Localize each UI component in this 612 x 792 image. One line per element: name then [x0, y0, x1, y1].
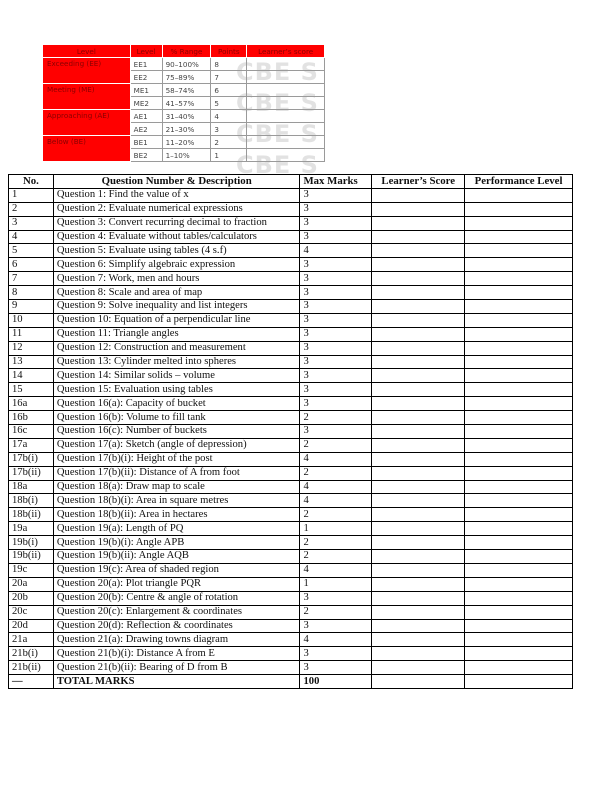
header-description: Question Number & Description [53, 175, 300, 189]
question-description: Question 20(c): Enlargement & coordinates [53, 605, 300, 619]
performance-level-cell[interactable] [465, 619, 573, 633]
rubric-level-label: Approaching (AE) [43, 110, 131, 136]
table-row [9, 633, 573, 647]
question-description: Question 21(b)(ii): Bearing of D from B [53, 661, 300, 675]
max-marks: 4 [300, 480, 372, 494]
question-number: 3 [9, 216, 54, 230]
performance-level-cell[interactable] [465, 313, 573, 327]
performance-level-cell[interactable] [465, 425, 573, 439]
rubric-points: 1 [211, 149, 247, 162]
table-row [9, 327, 573, 341]
rubric-learner-score-cell[interactable] [247, 84, 325, 97]
learner-score-cell[interactable] [372, 563, 465, 577]
question-number: 20d [9, 619, 54, 633]
rubric-row [43, 84, 325, 97]
learner-score-cell[interactable] [372, 244, 465, 258]
max-marks: 2 [300, 411, 372, 425]
question-description: Question 18(b)(ii): Area in hectares [53, 508, 300, 522]
question-number: 18b(i) [9, 494, 54, 508]
question-description: Question 16(b): Volume to fill tank [53, 411, 300, 425]
learner-score-cell[interactable] [372, 438, 465, 452]
learner-score-cell[interactable] [372, 480, 465, 494]
question-description: Question 6: Simplify algebraic expression [53, 258, 300, 272]
performance-level-cell[interactable] [465, 411, 573, 425]
table-row [9, 591, 573, 605]
question-description: Question 20(a): Plot triangle PQR [53, 577, 300, 591]
table-row [9, 550, 573, 564]
question-description: Question 15: Evaluation using tables [53, 383, 300, 397]
question-description: Question 19(a): Length of PQ [53, 522, 300, 536]
question-description: Question 20(b): Centre & angle of rotation [53, 591, 300, 605]
learner-score-cell[interactable] [372, 633, 465, 647]
rubric-level-label: Meeting (ME) [43, 84, 131, 110]
learner-score-cell[interactable] [372, 647, 465, 661]
learner-score-cell[interactable] [372, 355, 465, 369]
performance-level-cell[interactable] [465, 494, 573, 508]
table-row [9, 355, 573, 369]
rubric-percent-range: 90–100% [162, 58, 211, 71]
max-marks: 3 [300, 258, 372, 272]
question-number: 21b(ii) [9, 661, 54, 675]
performance-level-cell[interactable] [465, 202, 573, 216]
learner-score-cell[interactable] [372, 508, 465, 522]
learner-score-cell[interactable] [372, 327, 465, 341]
performance-level-cell[interactable] [465, 272, 573, 286]
question-number: 5 [9, 244, 54, 258]
table-row [9, 272, 573, 286]
question-description: Question 16(a): Capacity of bucket [53, 397, 300, 411]
question-description: Question 13: Cylinder melted into spheres [53, 355, 300, 369]
rubric-header-level: Level [43, 45, 131, 58]
performance-level-cell[interactable] [465, 383, 573, 397]
learner-score-cell[interactable] [372, 383, 465, 397]
question-description: Question 18(a): Draw map to scale [53, 480, 300, 494]
learner-score-cell[interactable] [372, 591, 465, 605]
header-performance-level: Performance Level [465, 175, 573, 189]
rubric-sublevel-code: EE1 [130, 58, 162, 71]
table-row [9, 425, 573, 439]
rubric-percent-range: 1–10% [162, 149, 211, 162]
rubric-learner-score-cell[interactable] [247, 58, 325, 71]
rubric-header-sublevel: Level [130, 45, 162, 58]
question-number: 14 [9, 369, 54, 383]
table-row [9, 619, 573, 633]
question-description: Question 10: Equation of a perpendicular line [53, 313, 300, 327]
performance-level-cell[interactable] [465, 230, 573, 244]
learner-score-cell[interactable] [372, 258, 465, 272]
rubric-sublevel-code: BE2 [130, 149, 162, 162]
max-marks: 3 [300, 661, 372, 675]
question-number: 17a [9, 438, 54, 452]
max-marks: 3 [300, 202, 372, 216]
question-description: Question 12: Construction and measurement [53, 341, 300, 355]
max-marks: 2 [300, 508, 372, 522]
question-description: TOTAL MARKS [53, 675, 300, 689]
rubric-sublevel-code: EE2 [130, 71, 162, 84]
learner-score-cell[interactable] [372, 619, 465, 633]
max-marks: 4 [300, 633, 372, 647]
performance-level-cell[interactable] [465, 661, 573, 675]
question-description: Question 8: Scale and area of map [53, 286, 300, 300]
max-marks: 3 [300, 397, 372, 411]
rubric-points: 3 [211, 123, 247, 136]
learner-score-cell[interactable] [372, 522, 465, 536]
question-number: 21a [9, 633, 54, 647]
question-description: Question 20(d): Reflection & coordinates [53, 619, 300, 633]
performance-level-cell[interactable] [465, 508, 573, 522]
question-description: Question 5: Evaluate using tables (4 s.f) [53, 244, 300, 258]
rubric-percent-range: 41–57% [162, 97, 211, 110]
table-row [9, 577, 573, 591]
table-row [9, 397, 573, 411]
rubric-sublevel-code: ME1 [130, 84, 162, 97]
performance-level-cell[interactable] [465, 605, 573, 619]
table-row [9, 647, 573, 661]
learner-score-cell[interactable] [372, 605, 465, 619]
table-row [9, 188, 573, 202]
performance-level-cell[interactable] [465, 591, 573, 605]
question-number: 10 [9, 313, 54, 327]
question-description: Question 19(c): Area of shaded region [53, 563, 300, 577]
question-description: Question 18(b)(i): Area in square metres [53, 494, 300, 508]
max-marks: 4 [300, 244, 372, 258]
performance-rubric-table [42, 44, 325, 162]
rubric-sublevel-code: BE1 [130, 136, 162, 149]
rubric-points: 2 [211, 136, 247, 149]
question-number: 11 [9, 327, 54, 341]
rubric-sublevel-code: ME2 [130, 97, 162, 110]
performance-level-cell[interactable] [465, 369, 573, 383]
learner-score-cell[interactable] [372, 675, 465, 689]
table-row [9, 661, 573, 675]
rubric-learner-score-cell[interactable] [247, 123, 325, 136]
learner-score-cell[interactable] [372, 188, 465, 202]
learner-score-cell[interactable] [372, 494, 465, 508]
question-description: Question 19(b)(i): Angle APB [53, 536, 300, 550]
table-row [9, 605, 573, 619]
rubric-learner-score-cell[interactable] [247, 97, 325, 110]
question-number: 18a [9, 480, 54, 494]
question-description: Question 2: Evaluate numerical expressions [53, 202, 300, 216]
question-number: 16a [9, 397, 54, 411]
max-marks: 3 [300, 230, 372, 244]
header-learner-score: Learner’s Score [372, 175, 465, 189]
rubric-level-label: Exceeding (EE) [43, 58, 131, 84]
question-number: 1 [9, 188, 54, 202]
performance-level-cell[interactable] [465, 480, 573, 494]
question-number: 17b(i) [9, 452, 54, 466]
performance-level-cell[interactable] [465, 327, 573, 341]
rubric-learner-score-cell[interactable] [247, 136, 325, 149]
question-number: 6 [9, 258, 54, 272]
learner-score-cell[interactable] [372, 411, 465, 425]
max-marks: 3 [300, 369, 372, 383]
table-row [9, 341, 573, 355]
learner-score-cell[interactable] [372, 286, 465, 300]
rubric-points: 4 [211, 110, 247, 123]
question-description: Question 1: Find the value of x [53, 188, 300, 202]
table-row [9, 216, 573, 230]
question-number: 9 [9, 300, 54, 314]
question-description: Question 17(b)(ii): Distance of A from foot [53, 466, 300, 480]
performance-level-cell[interactable] [465, 550, 573, 564]
learner-score-cell[interactable] [372, 661, 465, 675]
max-marks: 3 [300, 591, 372, 605]
question-number: 12 [9, 341, 54, 355]
rubric-points: 5 [211, 97, 247, 110]
performance-level-cell[interactable] [465, 633, 573, 647]
rubric-row [43, 58, 325, 71]
rubric-header-row [43, 45, 325, 58]
table-row [9, 438, 573, 452]
performance-level-cell[interactable] [465, 536, 573, 550]
performance-level-cell[interactable] [465, 258, 573, 272]
max-marks: 1 [300, 522, 372, 536]
question-description: Question 19(b)(ii): Angle AQB [53, 550, 300, 564]
table-row [9, 411, 573, 425]
question-number: 16b [9, 411, 54, 425]
question-description: Question 16(c): Number of buckets [53, 425, 300, 439]
max-marks: 2 [300, 466, 372, 480]
learner-score-cell[interactable] [372, 272, 465, 286]
max-marks: 100 [300, 675, 372, 689]
max-marks: 3 [300, 355, 372, 369]
question-number: 18b(ii) [9, 508, 54, 522]
max-marks: 3 [300, 216, 372, 230]
question-description: Question 4: Evaluate without tables/calculators [53, 230, 300, 244]
rubric-percent-range: 21–30% [162, 123, 211, 136]
rubric-row [43, 136, 325, 149]
rubric-sublevel-code: AE1 [130, 110, 162, 123]
rubric-percent-range: 75–89% [162, 71, 211, 84]
learner-score-cell[interactable] [372, 536, 465, 550]
marks-table [8, 174, 573, 689]
question-description: Question 7: Work, men and hours [53, 272, 300, 286]
rubric-sublevel-code: AE2 [130, 123, 162, 136]
rubric-header-range: % Range [162, 45, 211, 58]
rubric-learner-score-cell[interactable] [247, 110, 325, 123]
table-row [9, 536, 573, 550]
max-marks: 2 [300, 438, 372, 452]
question-number: 13 [9, 355, 54, 369]
rubric-header-learner-score: Learner’s score [247, 45, 325, 58]
rubric-level-label: Below (BE) [43, 136, 131, 162]
max-marks: 2 [300, 550, 372, 564]
rubric-header-points: Points [211, 45, 247, 58]
performance-level-cell[interactable] [465, 438, 573, 452]
table-row [9, 202, 573, 216]
rubric-points: 8 [211, 58, 247, 71]
total-row [9, 675, 573, 689]
question-number: 21b(i) [9, 647, 54, 661]
question-description: Question 11: Triangle angles [53, 327, 300, 341]
header-max-marks: Max Marks [300, 175, 372, 189]
rubric-row [43, 110, 325, 123]
performance-level-cell[interactable] [465, 466, 573, 480]
question-number: 20a [9, 577, 54, 591]
question-number: 19c [9, 563, 54, 577]
question-number: 15 [9, 383, 54, 397]
question-number: — [9, 675, 54, 689]
max-marks: 3 [300, 619, 372, 633]
performance-level-cell[interactable] [465, 216, 573, 230]
table-row [9, 258, 573, 272]
watermark: CBE S [236, 151, 319, 179]
performance-level-cell[interactable] [465, 341, 573, 355]
learner-score-cell[interactable] [372, 341, 465, 355]
max-marks: 3 [300, 286, 372, 300]
table-row [9, 244, 573, 258]
question-description: Question 17(b)(i): Height of the post [53, 452, 300, 466]
rubric-learner-score-cell[interactable] [247, 149, 325, 162]
rubric-points: 6 [211, 84, 247, 97]
rubric-percent-range: 11–20% [162, 136, 211, 149]
performance-level-cell[interactable] [465, 286, 573, 300]
question-number: 2 [9, 202, 54, 216]
question-number: 20c [9, 605, 54, 619]
max-marks: 3 [300, 327, 372, 341]
watermark: CBE S [236, 120, 319, 148]
performance-level-cell[interactable] [465, 647, 573, 661]
question-description: Question 3: Convert recurring decimal to fraction [53, 216, 300, 230]
max-marks: 4 [300, 563, 372, 577]
performance-level-cell[interactable] [465, 577, 573, 591]
learner-score-cell[interactable] [372, 313, 465, 327]
learner-score-cell[interactable] [372, 202, 465, 216]
performance-level-cell[interactable] [465, 244, 573, 258]
rubric-points: 7 [211, 71, 247, 84]
table-row [9, 286, 573, 300]
header-no: No. [9, 175, 54, 189]
table-row [9, 313, 573, 327]
max-marks: 3 [300, 272, 372, 286]
rubric-percent-range: 58–74% [162, 84, 211, 97]
question-number: 8 [9, 286, 54, 300]
learner-score-cell[interactable] [372, 397, 465, 411]
question-number: 7 [9, 272, 54, 286]
performance-level-cell[interactable] [465, 563, 573, 577]
learner-score-cell[interactable] [372, 452, 465, 466]
performance-level-cell[interactable] [465, 355, 573, 369]
performance-level-cell[interactable] [465, 675, 573, 689]
question-description: Question 17(a): Sketch (angle of depression) [53, 438, 300, 452]
max-marks: 2 [300, 605, 372, 619]
question-description: Question 14: Similar solids – volume [53, 369, 300, 383]
max-marks: 3 [300, 313, 372, 327]
learner-score-cell[interactable] [372, 425, 465, 439]
watermark: CBE S [236, 89, 319, 117]
question-number: 19b(ii) [9, 550, 54, 564]
question-number: 19a [9, 522, 54, 536]
question-description: Question 21(a): Drawing towns diagram [53, 633, 300, 647]
table-row [9, 230, 573, 244]
question-number: 20b [9, 591, 54, 605]
question-number: 19b(i) [9, 536, 54, 550]
question-description: Question 9: Solve inequality and list integers [53, 300, 300, 314]
learner-score-cell[interactable] [372, 369, 465, 383]
question-number: 16c [9, 425, 54, 439]
performance-level-cell[interactable] [465, 188, 573, 202]
max-marks: 1 [300, 577, 372, 591]
rubric-learner-score-cell[interactable] [247, 71, 325, 84]
table-row [9, 383, 573, 397]
max-marks: 4 [300, 452, 372, 466]
max-marks: 3 [300, 300, 372, 314]
table-row [9, 466, 573, 480]
learner-score-cell[interactable] [372, 577, 465, 591]
learner-score-cell[interactable] [372, 216, 465, 230]
learner-score-cell[interactable] [372, 230, 465, 244]
table-row [9, 563, 573, 577]
table-row [9, 452, 573, 466]
max-marks: 3 [300, 425, 372, 439]
table-row [9, 300, 573, 314]
max-marks: 4 [300, 494, 372, 508]
max-marks: 3 [300, 383, 372, 397]
learner-score-cell[interactable] [372, 550, 465, 564]
learner-score-cell[interactable] [372, 300, 465, 314]
performance-level-cell[interactable] [465, 522, 573, 536]
rubric-percent-range: 31–40% [162, 110, 211, 123]
max-marks: 3 [300, 188, 372, 202]
marks-header-row [9, 175, 573, 189]
watermark: CBE S [236, 58, 319, 86]
table-row [9, 522, 573, 536]
question-number: 4 [9, 230, 54, 244]
max-marks: 3 [300, 341, 372, 355]
table-row [9, 508, 573, 522]
performance-level-cell[interactable] [465, 452, 573, 466]
question-description: Question 21(b)(i): Distance A from E [53, 647, 300, 661]
table-row [9, 494, 573, 508]
question-number: 17b(ii) [9, 466, 54, 480]
table-row [9, 369, 573, 383]
max-marks: 2 [300, 536, 372, 550]
performance-level-cell[interactable] [465, 300, 573, 314]
learner-score-cell[interactable] [372, 466, 465, 480]
table-row [9, 480, 573, 494]
max-marks: 3 [300, 647, 372, 661]
performance-level-cell[interactable] [465, 397, 573, 411]
